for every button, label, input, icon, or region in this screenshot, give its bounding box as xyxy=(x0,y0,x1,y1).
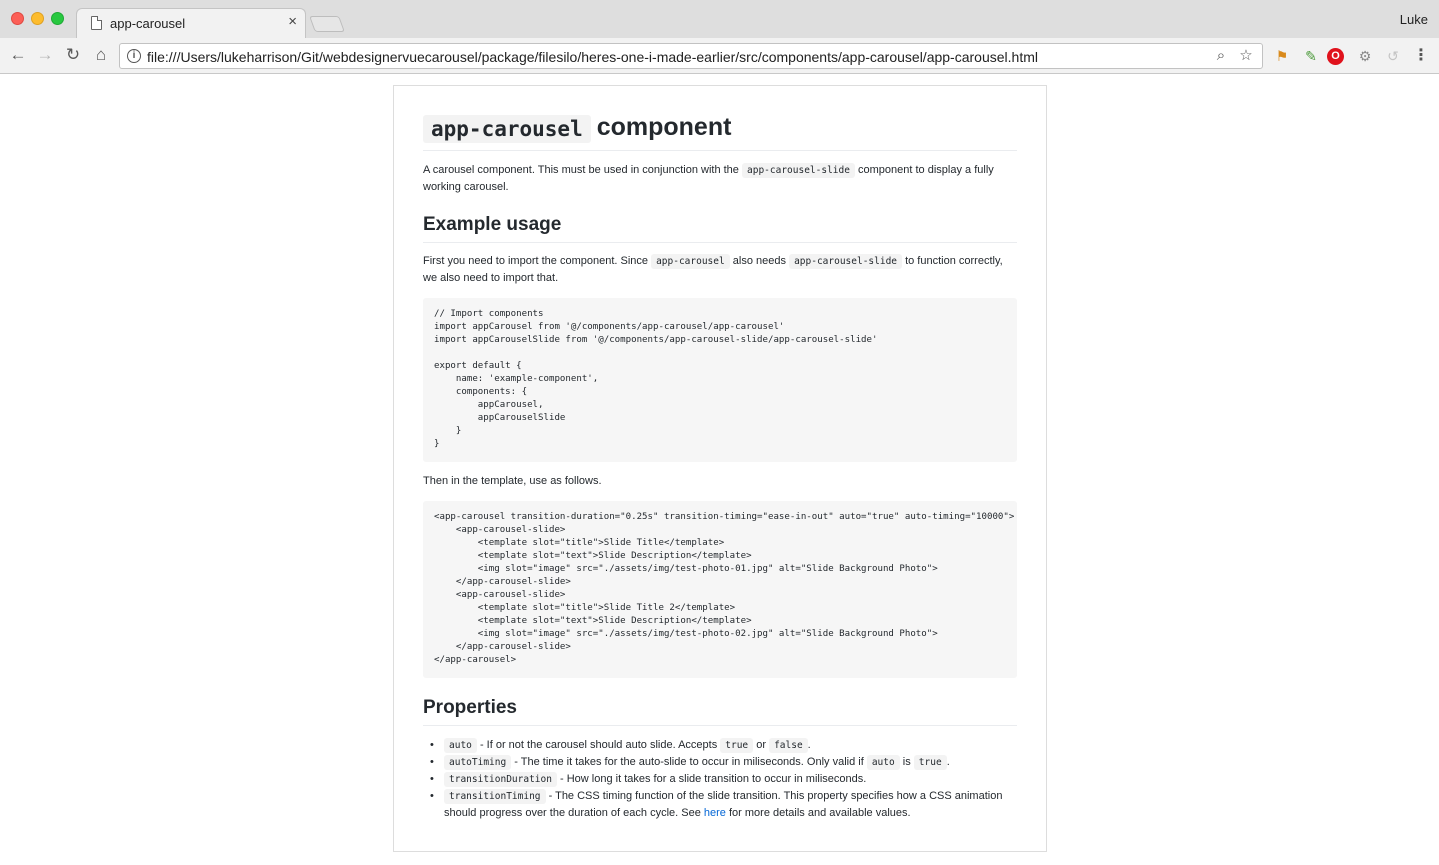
extension-eyedropper-icon[interactable]: ✎ xyxy=(1305,48,1317,64)
address-bar[interactable] xyxy=(119,43,1263,69)
browser-tab[interactable] xyxy=(76,8,306,38)
window-minimize-button[interactable] xyxy=(31,12,44,25)
new-tab-button[interactable] xyxy=(309,16,345,32)
tab-title: app-carousel xyxy=(110,16,186,31)
inline-code: app-carousel-slide xyxy=(742,163,855,178)
profile-name[interactable]: Luke xyxy=(1399,12,1428,27)
opera-extension-icon[interactable]: O xyxy=(1327,48,1344,65)
property-text: - The CSS timing function of the slide transition. This property specifies how a CSS animation should progress over the duration of each cycle. See xyxy=(444,790,1003,819)
info-icon[interactable]: i xyxy=(127,49,141,63)
forward-arrow-icon[interactable]: → xyxy=(36,45,54,64)
example-usage-heading: Example usage xyxy=(423,214,1017,243)
inline-code: true xyxy=(720,738,753,753)
inline-code: auto xyxy=(867,755,900,770)
property-text: - If or not the carousel should auto slide. Accepts xyxy=(479,739,718,751)
import-text-3: to function correctly, we also need to import that. xyxy=(423,255,1003,284)
extension-flag-icon[interactable]: ⚑ xyxy=(1275,48,1289,64)
intro-text-2: component to display a fully working carousel. xyxy=(423,164,994,193)
import-text-2: also needs xyxy=(732,255,786,267)
inline-code: transitionTiming xyxy=(444,789,546,804)
property-text: . xyxy=(946,756,950,768)
page-title-text: component xyxy=(596,113,732,141)
back-arrow-icon[interactable]: ← xyxy=(9,45,27,64)
extension-gear-icon[interactable]: ⚙ xyxy=(1358,48,1372,64)
intro-text-1: A carousel component. This must be used in conjunction with the xyxy=(423,164,739,176)
menu-kebab-icon[interactable]: ⋮ xyxy=(1413,47,1429,64)
inline-code: false xyxy=(769,738,808,753)
list-item xyxy=(423,788,1017,822)
property-text: for more details and available values. xyxy=(728,807,911,819)
template-paragraph: Then in the template, use as follows. xyxy=(423,475,602,487)
close-icon[interactable]: × xyxy=(288,13,297,30)
properties-list xyxy=(423,737,1017,822)
intro-paragraph xyxy=(423,162,1017,196)
page-title-code: app-carousel xyxy=(423,115,591,143)
reload-icon[interactable]: ↻ xyxy=(65,45,81,64)
inline-code: true xyxy=(914,755,947,770)
property-text: . xyxy=(807,739,811,751)
list-item xyxy=(423,737,1017,754)
markdown-document xyxy=(393,85,1047,852)
home-icon[interactable]: ⌂ xyxy=(95,45,107,64)
browser-toolbar xyxy=(0,38,1439,74)
here-link[interactable]: here xyxy=(703,807,726,819)
inline-code: app-carousel-slide xyxy=(789,254,902,269)
property-text: - How long it takes for a slide transition to occur in miliseconds. xyxy=(560,773,867,785)
browser-titlebar xyxy=(0,0,1439,38)
property-text: - The time it takes for the auto-slide to occur in miliseconds. Only valid if xyxy=(514,756,864,768)
zoom-icon[interactable]: ⌕ xyxy=(1216,47,1226,64)
bookmark-star-icon[interactable]: ☆ xyxy=(1239,47,1253,64)
list-item xyxy=(423,771,1017,788)
document-icon xyxy=(91,16,102,30)
inline-code: autoTiming xyxy=(444,755,511,770)
code-block-import: // Import components import appCarousel from '@/components/app-carousel/app-carousel' import appCarouselSlide from '@/components/app-carousel-slide/app-carousel-slide' export default { name: 'example-component', components: { appCarousel, appCarouselSlide } } xyxy=(423,298,1017,462)
window-maximize-button[interactable] xyxy=(51,12,64,25)
property-text: or xyxy=(756,739,766,751)
property-text: is xyxy=(902,756,911,768)
list-item xyxy=(423,754,1017,771)
import-paragraph xyxy=(423,253,1017,287)
code-block-template: <app-carousel transition-duration="0.25s" transition-timing="ease-in-out" auto="true" auto-timing="10000"> <app-carousel-slide> <template slot="title">Slide Title</template> <template slot="text">Slide Description</template> <img slot="image" src="./assets/img/test-photo-01.jpg" alt="Slide Background Photo"> </app-carousel-slide> <app-carousel-slide> <template slot="title">Slide Title 2</template> <template slot="text">Slide Description</template> <img slot="image" src="./assets/img/test-photo-02.jpg" alt="Slide Background Photo"> </app-carousel-slide> </app-carousel> xyxy=(423,501,1017,678)
page-title xyxy=(423,113,1017,151)
properties-heading: Properties xyxy=(423,697,1017,726)
window-close-button[interactable] xyxy=(11,12,24,25)
inline-code: app-carousel xyxy=(651,254,730,269)
url-text[interactable]: file:///Users/lukeharrison/Git/webdesignervuecarousel/package/filesilo/heres-one-i-made-earlier/src/components/app-carousel/app-carousel.html xyxy=(147,49,1038,65)
inline-code: auto xyxy=(444,738,477,753)
inline-code: transitionDuration xyxy=(444,772,557,787)
import-text-1: First you need to import the component. Since xyxy=(423,255,649,267)
extension-refresh-icon[interactable]: ↺ xyxy=(1387,48,1399,64)
